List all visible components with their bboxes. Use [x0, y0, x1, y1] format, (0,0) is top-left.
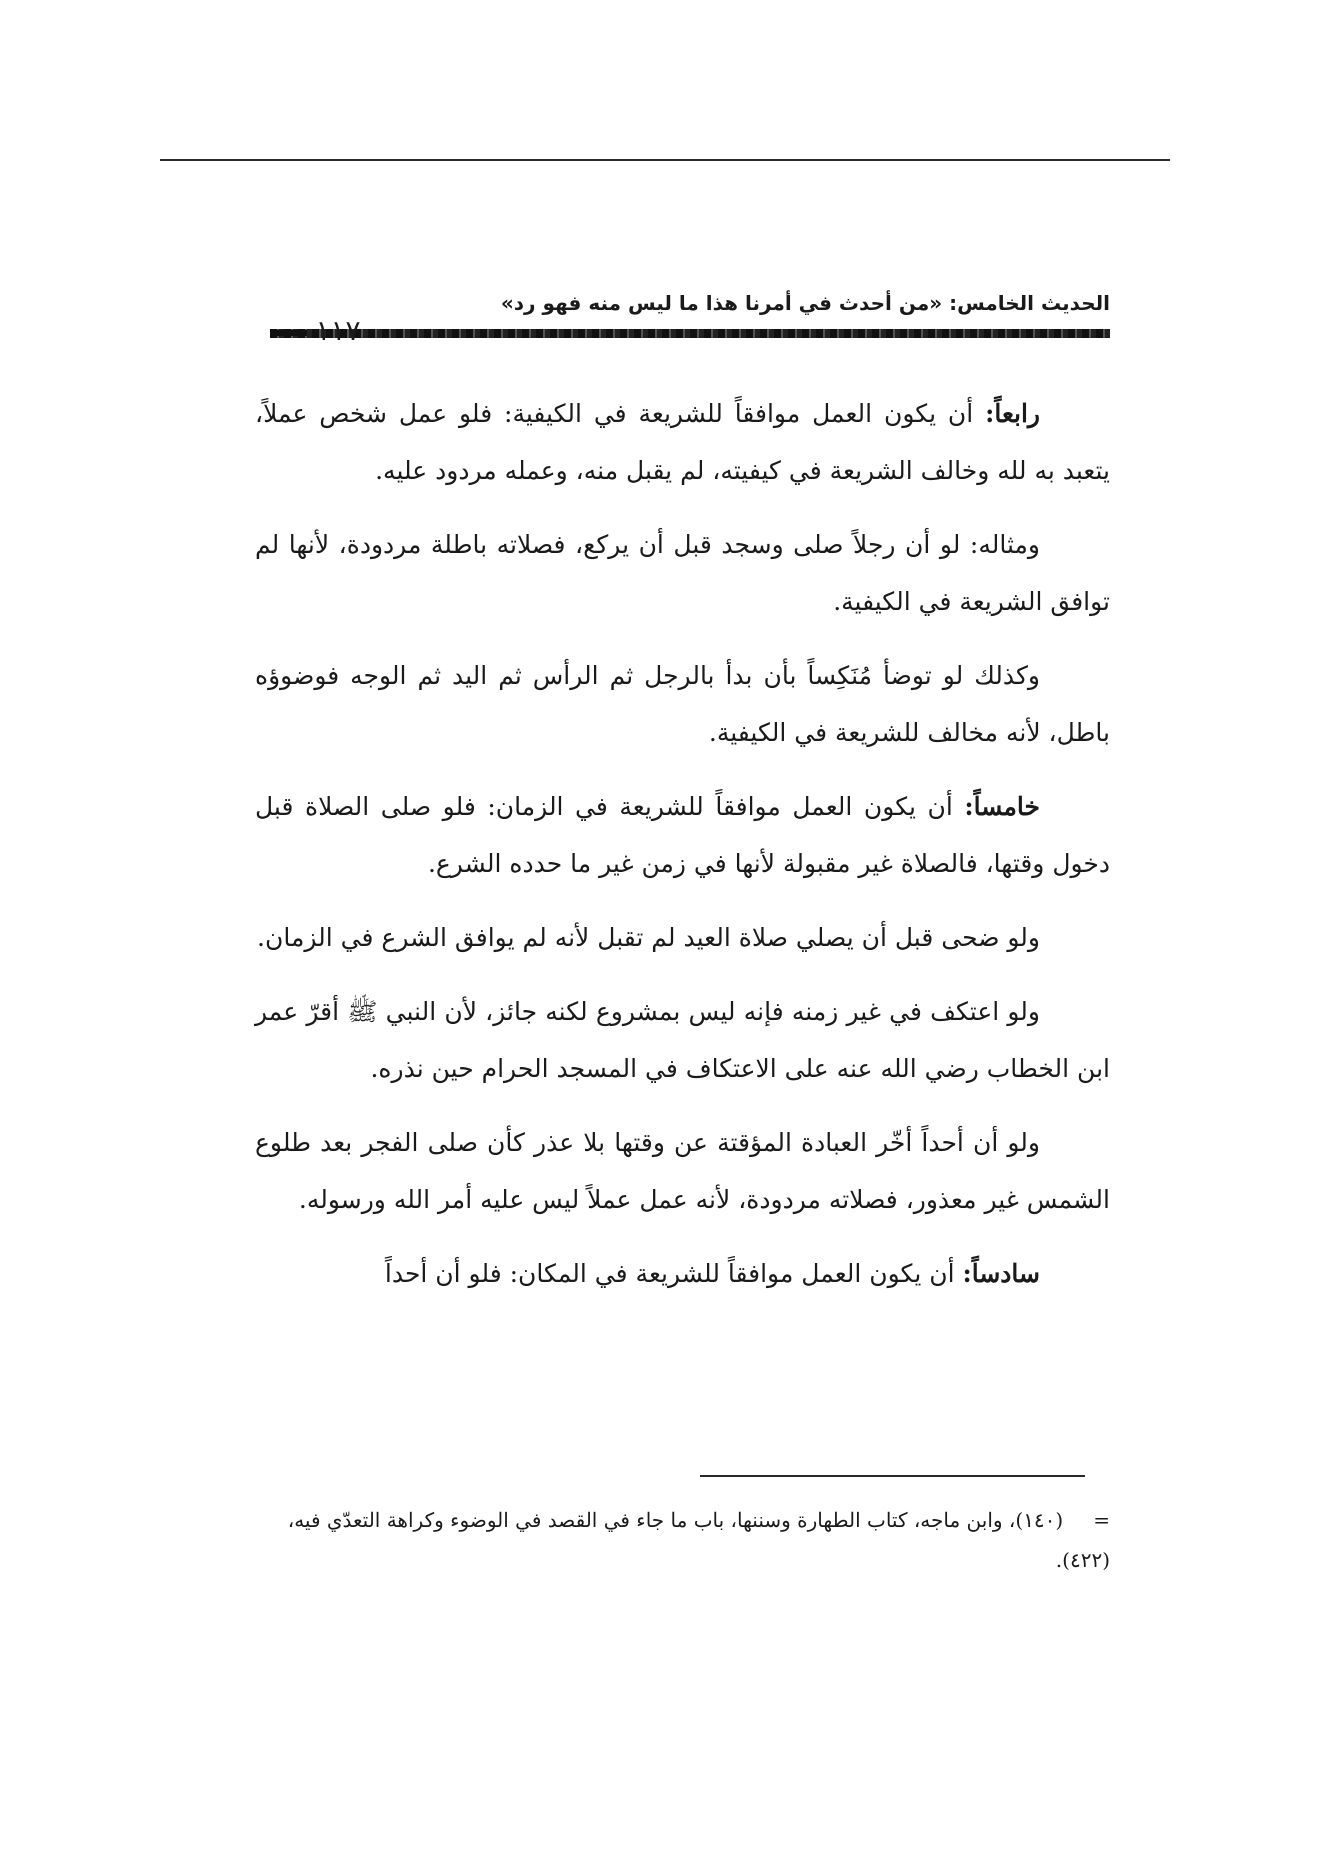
footnote-rule	[700, 1475, 1085, 1477]
paragraph-text: ولو اعتكف في غير زمنه فإنه ليس بمشروع لكنه جائز، لأن النبي ﷺ أقرّ عمر ابن الخطاب رضي الله عنه على الاعتكاف في المسجد الحرام حين نذره.	[255, 997, 1110, 1083]
paragraph	[255, 909, 1110, 966]
paragraph-text: أن يكون العمل موافقاً للشريعة في الكيفية: فلو عمل شخص عملاً، يتعبد به لله وخالف الشريعة في كيفيته، لم يقبل منه، وعمله مردود عليه.	[255, 399, 1110, 485]
footnote-continuation-mark: =	[1093, 1508, 1110, 1532]
header-rule-end	[275, 330, 307, 336]
paragraph-lead: خامساً:	[964, 792, 1040, 821]
paragraph	[255, 516, 1110, 630]
paragraph	[255, 778, 1110, 892]
paragraph	[255, 1245, 1110, 1302]
paragraph	[255, 647, 1110, 761]
paragraph-lead: رابعاً:	[985, 399, 1040, 428]
paragraph-text: وكذلك لو توضأ مُنَكِساً بأن بدأ بالرجل ثم الرأس ثم اليد ثم الوجه فوضوؤه باطل، لأنه مخالف للشريعة في الكيفية.	[255, 661, 1110, 747]
header-rule	[270, 329, 1110, 338]
page-number: ١١٧	[315, 314, 361, 347]
body-text	[255, 385, 1110, 1319]
running-title: الحديث الخامس: «من أحدث في أمرنا هذا ما ليس منه فهو رد»	[500, 291, 1110, 315]
paragraph	[255, 1114, 1110, 1228]
top-rule	[160, 159, 1170, 161]
paragraph	[255, 385, 1110, 499]
footnote	[255, 1500, 1110, 1580]
footnote-text: (١٤٠)، وابن ماجه، كتاب الطهارة وسننها، باب ما جاء في القصد في الوضوء وكراهة التعدّي فيه، (٤٢٢).	[287, 1508, 1110, 1572]
paragraph-text: أن يكون العمل موافقاً للشريعة في الزمان: فلو صلى الصلاة قبل دخول وقتها، فالصلاة غير مقبولة لأنها في زمن غير ما حدده الشرع.	[255, 792, 1110, 878]
paragraph-text: ولو ضحى قبل أن يصلي صلاة العيد لم تقبل لأنه لم يوافق الشرع في الزمان.	[257, 923, 1040, 952]
paragraph-text: أن يكون العمل موافقاً للشريعة في المكان: فلو أن أحداً	[384, 1259, 963, 1288]
paragraph-lead: سادساً:	[962, 1259, 1040, 1288]
paragraph	[255, 983, 1110, 1097]
paragraph-text: ولو أن أحداً أخّر العبادة المؤقتة عن وقتها بلا عذر كأن صلى الفجر بعد طلوع الشمس غير معذور، فصلاته مردودة، لأنه عمل عملاً ليس عليه أمر الله ورسوله.	[255, 1128, 1110, 1214]
paragraph-text: ومثاله: لو أن رجلاً صلى وسجد قبل أن يركع، فصلاته باطلة مردودة، لأنها لم توافق الشريعة في الكيفية.	[255, 530, 1110, 616]
